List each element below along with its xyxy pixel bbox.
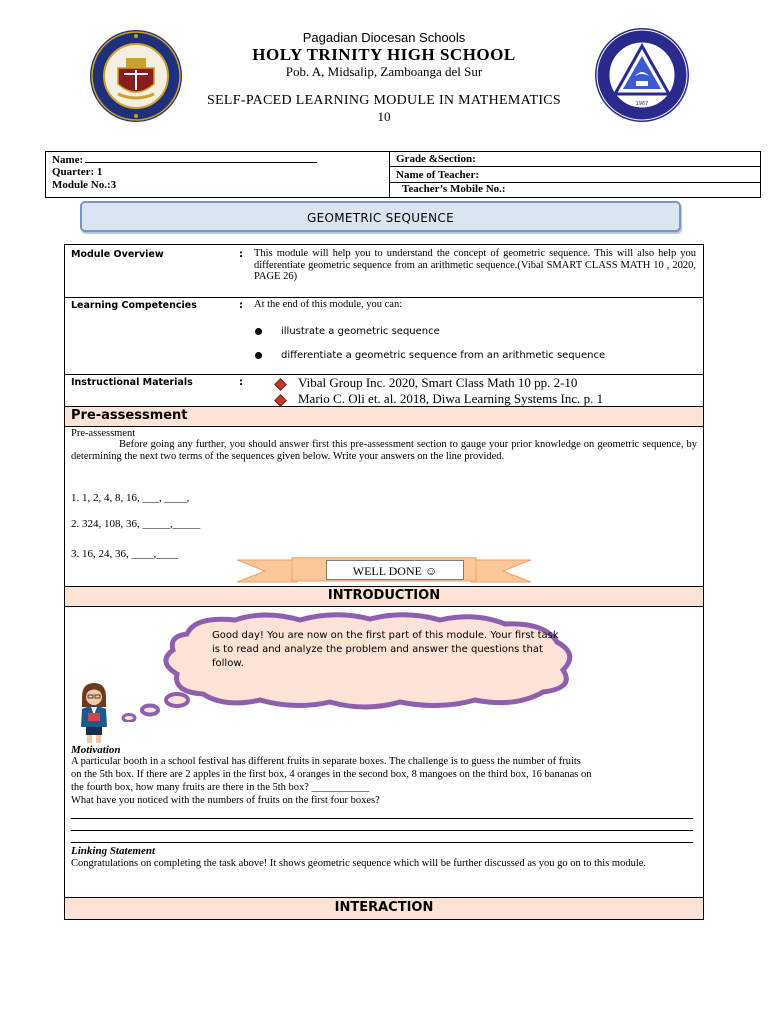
row-divider	[64, 586, 704, 587]
interaction-title: INTERACTION	[334, 900, 434, 915]
teacher-name-field[interactable]: Name of Teacher:	[396, 169, 480, 181]
teacher-mobile-field[interactable]: Teacher’s Mobile No.:	[402, 183, 506, 195]
motivation-line: the fourth box, how many fruits are there in the 5th box? ___________	[71, 782, 370, 793]
motivation-heading: Motivation	[71, 744, 121, 756]
competencies-label: Learning Competencies	[71, 300, 197, 311]
materials-label: Instructional Materials	[71, 377, 193, 388]
student-info-table	[45, 151, 761, 198]
grade-section-field[interactable]: Grade &Section:	[396, 153, 476, 165]
row-divider	[64, 897, 704, 898]
preassessment-item: 2. 324, 108, 36, _____,_____	[71, 518, 201, 530]
row-divider	[64, 406, 704, 407]
material-item: Vibal Group Inc. 2020, Smart Class Math 10 pp. 2-10	[298, 375, 578, 390]
motivation-line: on the 5th box. If there are 2 apples in the first box, 4 oranges in the second box, 8 mangoes on the third box, 16 bananas on	[71, 769, 592, 780]
school-name: HOLY TRINITY HIGH SCHOOL	[252, 45, 516, 64]
motivation-line: A particular booth in a school festival has different fruits in separate boxes. The challenge is to guess the number of fruits	[71, 756, 581, 767]
preassessment-subtitle: Pre-assessment	[71, 428, 136, 439]
preassessment-instructions: Before going any further, you should answer first this pre-assessment section to gauge your prior knowledge on geometric sequence, by determining the next two terms of the sequences given below. Write your answers on the line provided.	[71, 439, 697, 462]
well-done-box	[326, 560, 464, 580]
introduction-title: INTRODUCTION	[327, 588, 441, 603]
material-item: Mario C. Oli et. al. 2018, Diwa Learning Systems Inc. p. 1	[298, 391, 604, 406]
linking-heading: Linking Statement	[71, 845, 156, 857]
bullet-dot	[255, 352, 262, 359]
overview-colon: :	[239, 249, 243, 260]
linking-text: Congratulations on completing the task above! It shows geometric sequence which will be further discussed as you go on to this module.	[71, 858, 647, 869]
name-label: Name:	[52, 154, 84, 166]
topic-title: GEOMETRIC SEQUENCE	[306, 211, 454, 225]
answer-line[interactable]	[71, 818, 693, 819]
well-done-text: WELL DONE ☺	[352, 564, 438, 578]
preassessment-item: 1. 1, 2, 4, 8, 16, ___, ____,	[71, 492, 190, 504]
row-divider	[64, 426, 704, 427]
preassessment-item: 3. 16, 24, 36, ____,____	[71, 548, 179, 560]
diocese-name: Pagadian Diocesan Schools	[302, 30, 466, 45]
quarter-label: Quarter: 1	[52, 166, 103, 178]
info-divider	[390, 166, 760, 167]
motivation-question: What have you noticed with the numbers of fruits on the first four boxes?	[71, 795, 380, 806]
overview-label: Module Overview	[71, 249, 164, 260]
topic-banner	[80, 201, 681, 232]
competency-item: illustrate a geometric sequence	[281, 326, 440, 337]
preassessment-title: Pre-assessment	[71, 408, 188, 423]
teacher-figure-icon	[72, 681, 116, 743]
answer-line[interactable]	[71, 830, 693, 831]
competencies-colon: :	[239, 300, 243, 311]
name-blank-line	[85, 153, 317, 163]
competency-item: differentiate a geometric sequence from an arithmetic sequence	[281, 350, 606, 361]
school-address: Pob. A, Midsalip, Zamboanga del Sur	[285, 64, 483, 79]
grade-level: 10	[377, 109, 391, 124]
svg-text:1967: 1967	[635, 101, 649, 107]
competencies-intro: At the end of this module, you can:	[254, 299, 403, 310]
materials-colon: :	[239, 377, 243, 388]
row-divider	[64, 606, 704, 607]
module-number-label: Module No.:3	[52, 179, 117, 191]
cloud-message: Good day! You are now on the first part of this module. Your first task is to read and analyze the problem and answer the questions that follow.	[212, 630, 559, 669]
overview-text: This module will help you to understand the concept of geometric sequence. This will also help you differentiate geometric sequence from an arithmetic sequence.(Vibal SMART CLASS MATH 10 , 2020, PAGE 26)	[254, 248, 696, 282]
module-title: SELF-PACED LEARNING MODULE IN MATHEMATICS	[206, 93, 561, 108]
row-divider	[64, 297, 704, 298]
bullet-dot	[255, 328, 262, 335]
answer-line[interactable]	[71, 842, 693, 843]
name-field[interactable]	[52, 153, 317, 166]
